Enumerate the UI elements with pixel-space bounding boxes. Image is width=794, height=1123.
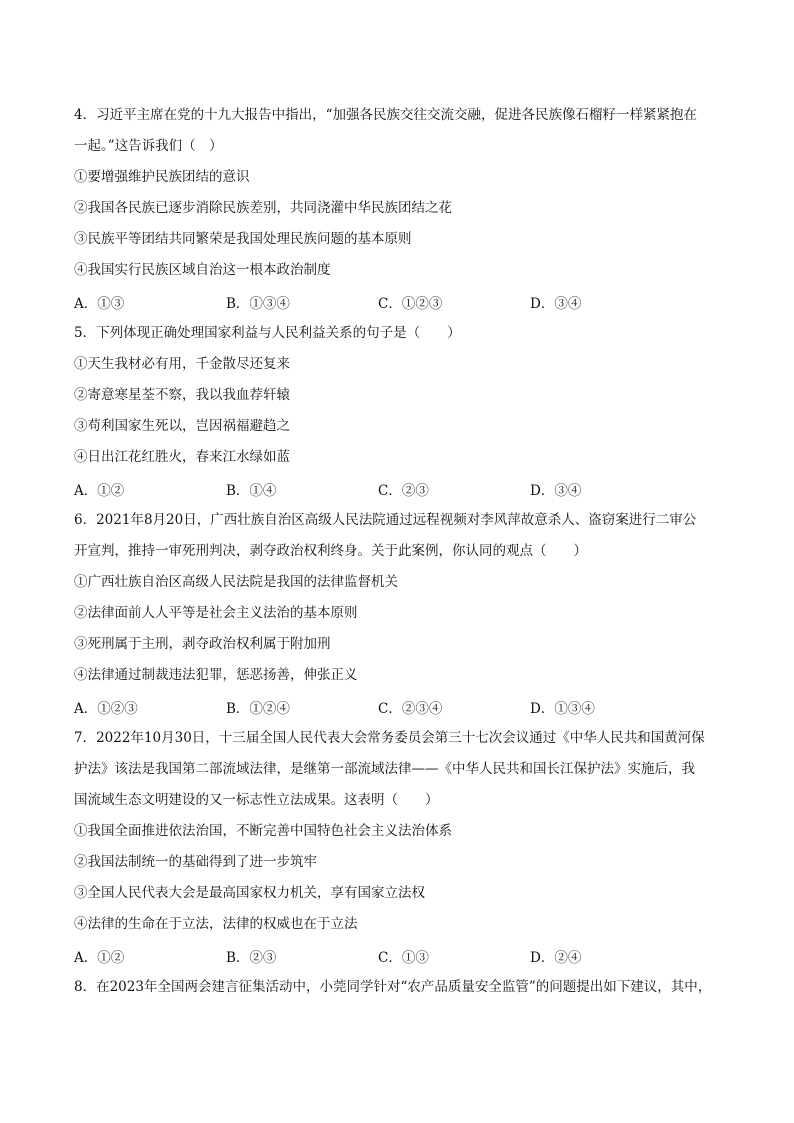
statement-option: ③民族平等团结共同繁荣是我国处理民族问题的基本原则 — [74, 231, 412, 247]
answer-choice-c: C．①③ — [378, 950, 429, 966]
answer-choice-d: D．①③④ — [530, 701, 595, 717]
question-7 — [74, 723, 730, 972]
question-stem-line: 4．习近平主席在党的十九大报告中指出，“加强各民族交往交流交融，促进各民族像石榴籽一样紧紧抱在 — [74, 107, 697, 123]
statement-option: ①广西壮族自治区高级人民法院是我国的法律监督机关 — [74, 574, 398, 590]
question-stem-line: 7．2022年10月30日，十三届全国人民代表大会常务委员会第三十七次会议通过《中华人民共和国黄河保 — [74, 730, 705, 746]
answer-choice-d: D．③④ — [530, 296, 582, 312]
answer-choice-b: B．①②④ — [226, 701, 290, 717]
question-stem-line: 8．在2023年全国两会建言征集活动中，小莞同学针对“农产品质量安全监管”的问题提出如下建议，其中， — [74, 979, 712, 995]
question-stem-line: 一起。”这告诉我们（ ） — [74, 138, 223, 154]
question-stem-line: 护法》该法是我国第二部流域法律，是继第一部流域法律——《中华人民共和国长江保护法》实施后，我 — [74, 761, 695, 777]
answer-choice-c: C．②③ — [378, 483, 429, 499]
answer-choices — [74, 691, 730, 723]
question-4 — [74, 100, 730, 318]
statement-option: ③死刑属于主刑，剥夺政治权利属于附加刑 — [74, 636, 331, 652]
statement-option: ①天生我材必有用，千金散尽还复来 — [74, 356, 290, 372]
answer-choice-b: B．①③④ — [226, 296, 290, 312]
question-list — [74, 100, 730, 1003]
answer-choice-b: B．①④ — [226, 483, 277, 499]
answer-choice-b: B．②③ — [226, 950, 277, 966]
answer-choices — [74, 286, 730, 318]
answer-choice-d: D．②④ — [530, 950, 582, 966]
question-6 — [74, 505, 730, 723]
answer-choice-d: D．③④ — [530, 483, 582, 499]
answer-choice-c: C．②③④ — [378, 701, 443, 717]
answer-choice-a: A．①② — [74, 950, 125, 966]
statement-option: ②我国法制统一的基础得到了进一步筑牢 — [74, 854, 317, 870]
statement-option: ②我国各民族已逐步消除民族差别，共同浇灌中华民族团结之花 — [74, 200, 452, 216]
statement-option: ④法律通过制裁违法犯罪，惩恶扬善，伸张正义 — [74, 667, 358, 683]
statement-option: ③全国人民代表大会是最高国家权力机关，享有国家立法权 — [74, 885, 425, 901]
answer-choice-a: A．①② — [74, 483, 125, 499]
question-stem-line: 6．2021年8月20日，广西壮族自治区高级人民法院通过远程视频对李风萍故意杀人、盗窃案进行二审公 — [74, 512, 697, 528]
question-stem-line: 5．下列体现正确处理国家利益与人民利益关系的句子是（ ） — [74, 325, 461, 341]
statement-option: ②法律面前人人平等是社会主义法治的基本原则 — [74, 605, 358, 621]
statement-option: ①我国全面推进依法治国，不断完善中国特色社会主义法治体系 — [74, 823, 452, 839]
question-8 — [74, 972, 730, 1003]
answer-choice-a: A．①②③ — [74, 701, 138, 717]
statement-option: ③苟利国家生死以，岂因祸福避趋之 — [74, 418, 290, 434]
statement-option: ④日出江花红胜火，春来江水绿如蓝 — [74, 449, 290, 465]
answer-choices — [74, 473, 730, 505]
answer-choice-c: C．①②③ — [378, 296, 443, 312]
statement-option: ④法律的生命在于立法，法律的权威也在于立法 — [74, 916, 358, 932]
statement-option: ②寄意寒星荃不察，我以我血荐轩辕 — [74, 387, 290, 403]
answer-choices — [74, 940, 730, 972]
question-5 — [74, 318, 730, 505]
statement-option: ①要增强维护民族团结的意识 — [74, 169, 250, 185]
question-stem-line: 国流域生态文明建设的又一标志性立法成果。这表明（ ） — [74, 792, 439, 808]
statement-option: ④我国实行民族区域自治这一根本政治制度 — [74, 262, 331, 278]
answer-choice-a: A．①③ — [74, 296, 125, 312]
question-stem-line: 开宣判，推持一审死刑判决，剥夺政治权利终身。关于此案例，你认同的观点（ ） — [74, 543, 587, 559]
